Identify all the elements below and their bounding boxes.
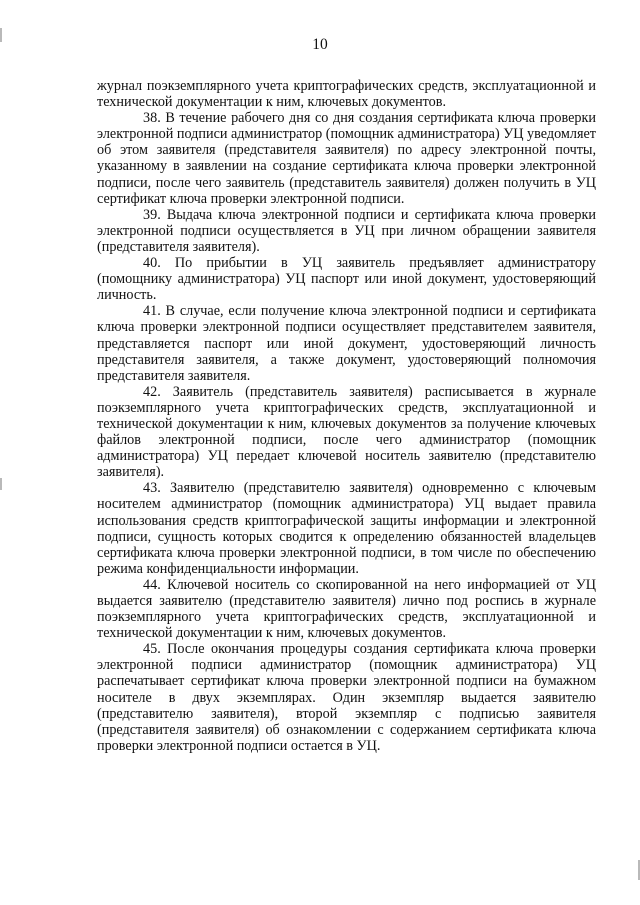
paragraph-38: 38. В течение рабочего дня со дня создания сертификата ключа проверки электронной подписи администратор (помощник администратора) УЦ уведомляет об этом заявителя (представителя заявителя) по адресу электронной почты, указанному в заявлении на создание сертификата ключа проверки электронной подписи, после чего заявитель (представитель заявителя) должен получить в УЦ сертификат ключа проверки электронной подписи. (97, 110, 596, 207)
paragraph-43: 43. Заявителю (представителю заявителя) одновременно с ключевым носителем администратор (помощник администратора) УЦ выдает правила использования средств криптографической защиты информации и электронной подписи, сущность которых сводится к определению обязанностей владельцев сертификата ключа проверки электронной подписи, в том числе по обеспечению режима конфиденциальности информации. (97, 480, 596, 577)
page-number: 10 (312, 36, 328, 53)
paragraph-45: 45. После окончания процедуры создания сертификата ключа проверки электронной подписи администратор (помощник администратора) УЦ распечатывает сертификат ключа проверки электронной подписи на бумажном носителе в двух экземплярах. Один экземпляр выдается заявителю (представителю заявителя), второй экземпляр с подписью заявителя (представителя заявителя) об ознакомлении с содержанием сертификата ключа проверки электронной подписи остается в УЦ. (97, 641, 596, 754)
paragraph-39: 39. Выдача ключа электронной подписи и сертификата ключа проверки электронной подписи осуществляется в УЦ при личном обращении заявителя (представителя заявителя). (97, 206, 596, 255)
paragraph-42: 42. Заявитель (представитель заявителя) расписывается в журнале поэкземплярного учета криптографических средств, эксплуатационной и технической документации к ним, ключевых документов за получение ключевых файлов электронной подписи, после чего администратор (помощник администратора) УЦ передает ключевой носитель заявителю (представителю заявителя). (97, 383, 596, 481)
paragraph-41: 41. В случае, если получение ключа электронной подписи и сертификата ключа проверки электронной подписи осуществляет представителем заявителя, представляется паспорт или иной документ, удостоверяющий личность представителя заявителя, а также документ, удостоверяющий полномочия представителя заявителя. (97, 303, 596, 384)
scan-edge-mark-bottom (0, 478, 2, 490)
document-body (97, 78, 596, 754)
paragraph-40: 40. По прибытии в УЦ заявитель предъявляет администратору (помощнику администратора) УЦ паспорт или иной документ, удостоверяющий личность. (97, 255, 596, 304)
paragraph-continuation: журнал поэкземплярного учета криптографических средств, эксплуатационной и технической документации к ним, ключевых документов. (97, 78, 596, 111)
paragraph-44: 44. Ключевой носитель со скопированной на него информацией от УЦ выдается заявителю (представителю заявителя) лично под роспись в журнале поэкземплярного учета криптографических средств, эксплуатационной и технической документации к ним, ключевых документов. (97, 576, 596, 642)
